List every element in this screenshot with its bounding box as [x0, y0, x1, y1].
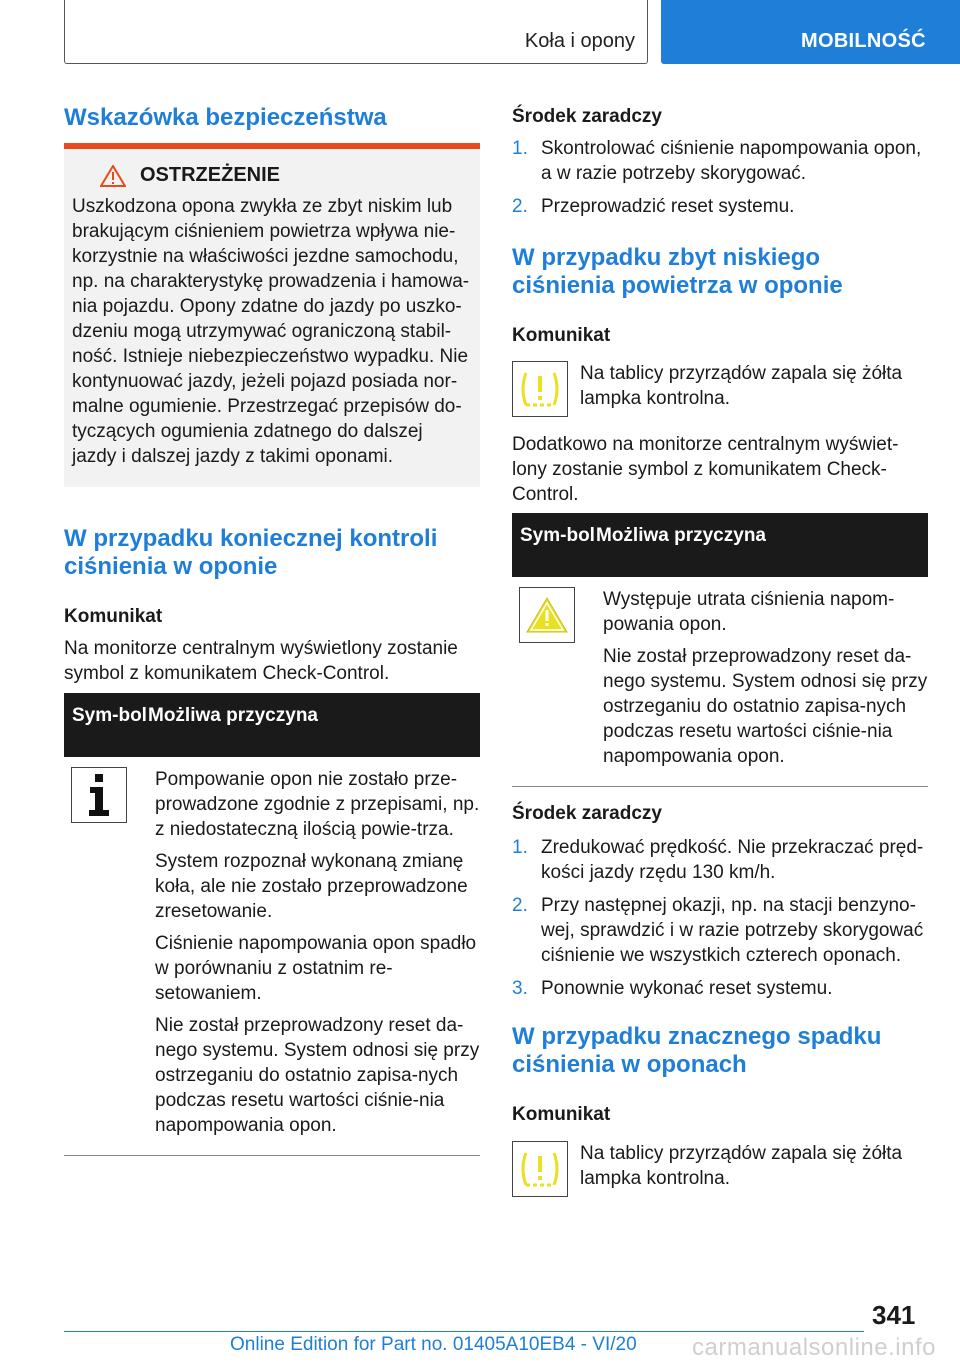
check-pressure-heading: W przypadku koniecznej kontroli ciśnienia w oponie	[64, 525, 438, 580]
table-row	[64, 757, 480, 1156]
remedy-list	[512, 835, 928, 1009]
warning-title: OSTRZEŻENIE	[140, 164, 281, 186]
warning-triangle-icon	[519, 587, 575, 643]
low-pressure-heading: W przypadku zbyt niskiego ciśnienia powietrza w oponie	[512, 244, 843, 299]
chapter-tab-label: MOBILNOŚĆ	[801, 30, 926, 52]
warning-triangle-icon	[100, 165, 126, 187]
cause-item: Ciśnienie napompowania opon spadło w porównaniu z ostatnim re-setowaniem.	[155, 933, 477, 1004]
tire-pressure-warning-icon	[512, 361, 568, 417]
symbol-cell	[64, 767, 155, 1145]
col-symbol-header: Sym-bol	[520, 525, 595, 546]
col-cause-header: Możliwa przyczyna	[148, 705, 318, 726]
table-header	[64, 693, 480, 757]
watermark-logo: carmanualsonline.info	[692, 1334, 936, 1361]
remedy-list	[512, 136, 928, 227]
message-label: Komunikat	[64, 606, 163, 627]
list-item: 2. Przeprowadzić reset systemu.	[512, 196, 795, 217]
cause-item: Występuje utrata ciśnienia napom-powania opon.	[603, 589, 895, 635]
table-header	[512, 513, 928, 577]
cause-item: System rozpoznał wykonaną zmianę koła, ale nie zostało przeprowadzone zresetowanie.	[155, 851, 468, 922]
col-cause-header: Możliwa przyczyna	[596, 525, 766, 546]
list-item: 1. Skontrolować ciśnienie napompowania opon, a w razie potrzeby skorygować.	[512, 138, 922, 184]
message-label: Komunikat	[512, 325, 611, 346]
footer-divider	[64, 1331, 864, 1332]
warning-text: Uszkodzona opona zwykła ze zbyt niskim lub brakującym ciśnieniem powietrza wpływa nie-korzystnie na właściwości jezdne samochodu, np. na charakterystykę prowadzenia i hamowa-nia pojazdu. Opony zdatne do jazdy po uszko-dzeniu mogą utrzymywać ograniczoną stabil-ność. Istnieje niebezpieczeństwo wypadku. Nie kontynuować jazdy, jeżeli pojazd posiada nor-malne ogumienie. Przestrzegać przepisów do-tyczących ogumienia zdatnego do dalszej jazdy i dalszej jazdy z takimi oponami.	[72, 196, 470, 467]
extra-text: Dodatkowo na monitorze centralnym wyświet-lony zostanie symbol z komunikatem Check-Control.	[512, 434, 899, 505]
lamp-message	[512, 361, 928, 417]
cause-item: Nie został przeprowadzony reset da-nego systemu. System odnosi się przy ostrzeganiu do ostatnio zapisa-nych podczas resetu wartości ciśnie-nia napompowania opon.	[603, 646, 928, 767]
message-text: Na monitorze centralnym wyświetlony zostanie symbol z komunikatem Check-Control.	[64, 638, 458, 684]
col-symbol-header: Sym-bol	[72, 705, 147, 726]
lamp-message	[512, 1141, 928, 1197]
symbol-cell	[512, 587, 603, 776]
tire-pressure-warning-icon	[512, 1141, 568, 1197]
info-icon	[71, 767, 127, 823]
cause-cell	[155, 767, 480, 1145]
table-row	[512, 577, 928, 787]
list-item: 3. Ponownie wykonać reset systemu.	[512, 978, 833, 999]
warning-box	[64, 143, 480, 487]
pressure-drop-heading: W przypadku znacznego spadku ciśnienia w oponach	[512, 1023, 882, 1078]
list-item: 2. Przy następnej okazji, np. na stacji benzyno-wej, sprawdzić i w razie potrzeby skorygować ciśnienie we wszystkich czterech oponach.	[512, 895, 924, 966]
lamp-text: Na tablicy przyrządów zapala się żółta lampka kontrolna.	[580, 363, 903, 409]
cause-item: Pompowanie opon nie zostało prze-prowadzone zgodnie z przepisami, np. z niedostateczną ilością powie-trza.	[155, 769, 480, 840]
cause-table-right	[512, 513, 928, 787]
footer-edition: Online Edition for Part no. 01405A10EB4 - VI/20	[230, 1334, 637, 1355]
message-label: Komunikat	[512, 1104, 611, 1125]
lamp-text: Na tablicy przyrządów zapala się żółta lampka kontrolna.	[580, 1143, 903, 1189]
page-number: 341	[872, 1300, 916, 1330]
list-item: 1. Zredukować prędkość. Nie przekraczać pręd-kości jazdy rzędu 130 km/h.	[512, 837, 924, 883]
chapter-tab[interactable]	[661, 0, 960, 64]
cause-cell	[603, 587, 928, 776]
remedy-label: Środek zaradczy	[512, 106, 662, 127]
warning-header	[100, 163, 472, 188]
section-title: Koła i opony	[524, 30, 635, 52]
cause-table-left	[64, 693, 480, 1156]
cause-item: Nie został przeprowadzony reset da-nego systemu. System odnosi się przy ostrzeganiu do ostatnio zapisa-nych podczas resetu wartości ciśnie-nia napompowania opon.	[155, 1015, 480, 1136]
safety-heading: Wskazówka bezpieczeństwa	[64, 104, 387, 131]
header-box	[64, 0, 648, 64]
remedy-label: Środek zaradczy	[512, 803, 662, 824]
